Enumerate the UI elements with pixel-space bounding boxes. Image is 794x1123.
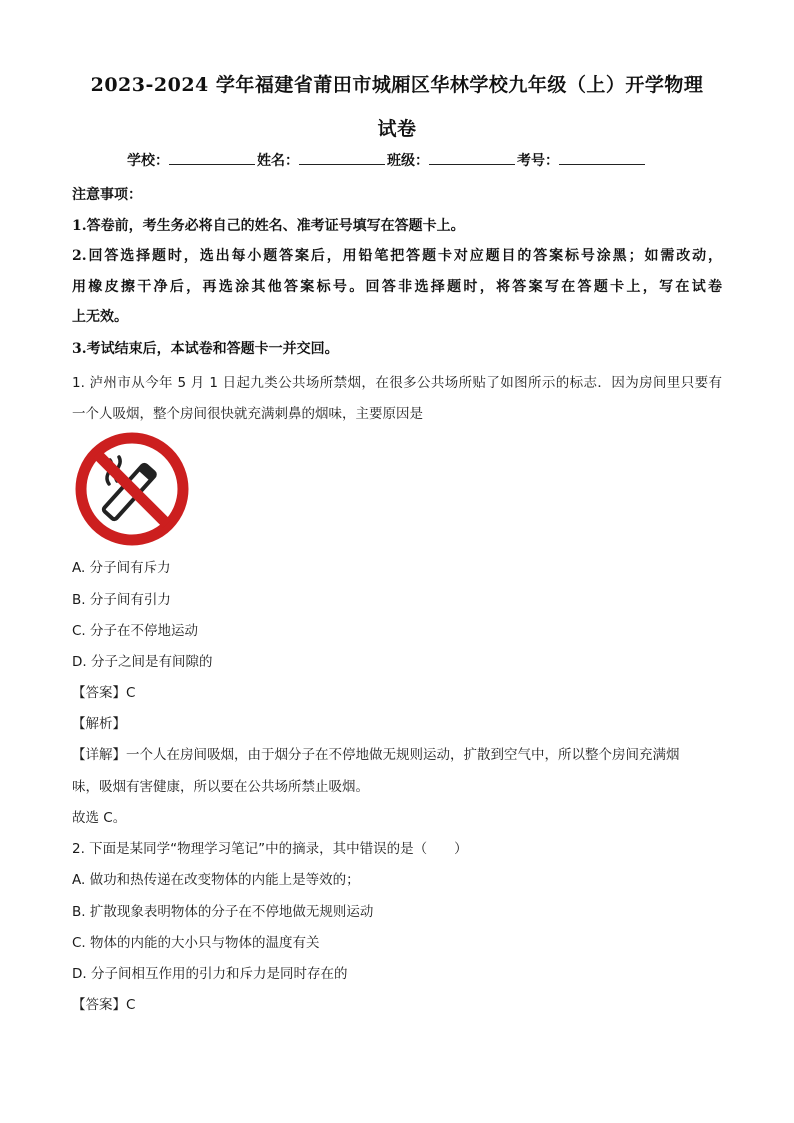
answer-label: 【答案】 [72,997,126,1013]
q1-answer [72,681,135,701]
number-blank [559,150,645,165]
q1-option-a: A. 分子间有斥力 [72,560,171,576]
q1-option-c: C. 分子在不停地运动 [72,623,199,639]
name-blank [299,150,385,165]
answer-value: C [126,685,136,701]
q1-option-b: B. 分子间有引力 [72,592,171,608]
q1-stem-line1: 1. 泸州市从今年 5 月 1 日起九类公共场所禁烟，在很多公共场所贴了如图所示的标志．因为房间里只要有 [72,375,722,391]
q1-stem-line2: 一个人吸烟，整个房间很快就充满刺鼻的烟味，主要原因是 [72,406,423,422]
notes-heading: 注意事项： [72,187,142,203]
exam-title-line1: 2023-2024 学年福建省莆田市城厢区华林学校九年级（上）开学物理 [90,74,704,96]
q2-stem: 2. 下面是某同学“物理学习笔记”中的摘录，其中错误的是（ ） [72,841,468,857]
q1-option-d: D. 分子之间是有间隙的 [72,654,213,670]
exam-title-line2: 试卷 [377,118,417,140]
student-info-row [127,150,647,170]
q2-option-b: B. 扩散现象表明物体的分子在不停地做无规则运动 [72,904,374,920]
q1-conclusion: 故选 C。 [72,810,127,826]
note-2-line2: 用橡皮擦干净后，再选涂其他答案标号。回答非选择题时，将答案写在答题卡上，写在试卷 [72,279,722,295]
class-label: 班级： [387,153,429,169]
no-smoking-sign-icon [72,430,192,548]
name-label: 姓名： [257,153,299,169]
note-1: 1.答卷前，考生务必将自己的姓名、准考证号填写在答题卡上。 [72,218,465,234]
q2-option-a: A. 做功和热传递在改变物体的内能上是等效的； [72,872,360,888]
class-blank [429,150,515,165]
q1-detail-line2: 味，吸烟有害健康，所以要在公共场所禁止吸烟。 [72,779,369,795]
answer-value: C [126,997,136,1013]
q2-option-d: D. 分子间相互作用的引力和斥力是同时存在的 [72,966,348,982]
detail-text: 一个人在房间吸烟，由于烟分子在不停地做无规则运动，扩散到空气中，所以整个房间充满烟 [126,747,680,763]
number-label: 考号： [517,153,559,169]
answer-label: 【答案】 [72,685,126,701]
note-2-line3: 上无效。 [72,309,128,325]
school-blank [169,150,255,165]
note-2-line1: 2.回答选择题时，选出每小题答案后，用铅笔把答题卡对应题目的答案标号涂黑；如需改动， [72,248,722,264]
q2-option-c: C. 物体的内能的大小只与物体的温度有关 [72,935,320,951]
q1-analysis-label: 【解析】 [72,716,126,732]
detail-label: 【详解】 [72,747,126,763]
q2-answer [72,993,135,1013]
school-label: 学校： [127,153,169,169]
q1-detail-line1 [72,743,722,763]
note-3: 3.考试结束后，本试卷和答题卡一并交回。 [72,341,339,357]
